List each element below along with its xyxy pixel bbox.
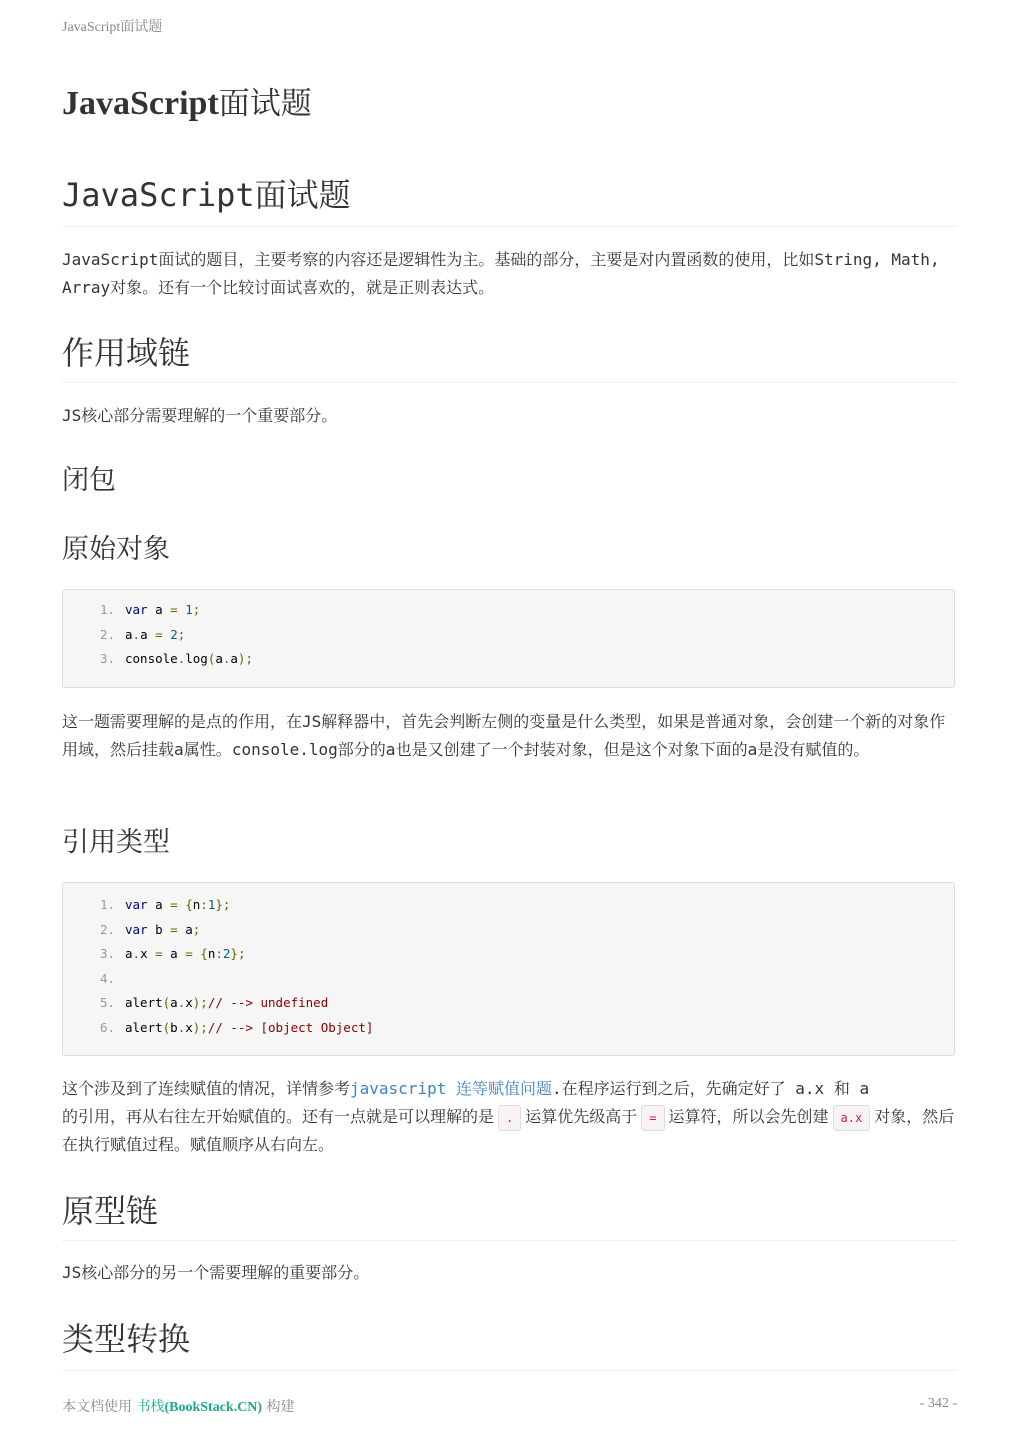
scope-chain-paragraph (62, 402, 957, 430)
code-token: a (125, 626, 133, 642)
code-token: a (162, 946, 186, 962)
code-token: console (125, 651, 178, 667)
code-line (63, 893, 954, 918)
code-token: var (125, 602, 148, 617)
line-number: 3. (99, 651, 115, 667)
code-token: ( (162, 995, 171, 1011)
text-span: console.log (231, 740, 338, 759)
code-token: ); (192, 995, 208, 1011)
code-token: var (125, 921, 148, 937)
line-number: 2. (99, 921, 115, 937)
text-span: 这一题需要理解的是点的作用，在 (62, 712, 303, 731)
brand-latin: (BookStack.CN) (164, 1400, 263, 1415)
running-header: JavaScript面试题 (62, 20, 163, 35)
code-line (63, 967, 954, 992)
code-token: 1 (185, 602, 193, 617)
text-span: 的引用，再从右往左开始赋值的。还有一点就是可以理解的是 (62, 1107, 495, 1126)
code-token: . (177, 995, 186, 1011)
code-token: }; (230, 946, 246, 962)
heading-cjk: 面试题 (254, 176, 351, 214)
code-token: = (155, 626, 163, 642)
code-token: b (147, 921, 171, 937)
code-token: ( (162, 1019, 171, 1035)
line-number: 6. (99, 1019, 115, 1035)
code-line (63, 991, 954, 1016)
document-title-cjk: 面试题 (218, 86, 312, 122)
text-span: JS (62, 1263, 82, 1282)
code-token: = (170, 602, 178, 617)
primitive-paragraph (62, 708, 957, 764)
line-number: 1. (99, 897, 115, 912)
code-token: ; (192, 602, 201, 617)
inline-code-dot: . (498, 1105, 521, 1131)
text-span: 部分的a也是又创建了一个封装对象，但是这个对象下面的a是没有赋值的。 (337, 740, 870, 759)
inline-code-ax: a.x (833, 1105, 871, 1131)
code-token: . (132, 946, 141, 962)
code-token: = (170, 897, 178, 912)
code-token: a (140, 626, 156, 642)
code-token: a (147, 602, 171, 617)
code-token: x (185, 1019, 193, 1035)
code-line (63, 918, 954, 943)
code-block-primitive (62, 589, 955, 688)
line-number: 1. (99, 602, 115, 617)
code-token: a (125, 946, 133, 962)
section-heading-primitive: 原始对象 (62, 534, 170, 565)
footer-prefix: 本文档使用 (62, 1399, 137, 1415)
section-heading-type-conversion: 类型转换 (62, 1320, 191, 1358)
code-token: = (185, 946, 193, 962)
code-line (63, 1016, 954, 1041)
line-number: 3. (99, 946, 115, 962)
code-token: : (215, 946, 223, 962)
code-token: 2 (170, 626, 178, 642)
section-heading-prototype: 原型链 (62, 1186, 957, 1241)
page-number: - 342 - (919, 1396, 957, 1411)
code-token: ( (207, 651, 216, 667)
text-span: 对象。还有一个比较讨面试喜欢的，就是正则表达式。 (110, 278, 495, 297)
text-span: 解释器中，首先会判断左侧的变量是什么类型，如果是普通对象，会创建一个新的对象作用域，然后挂载a属性。 (62, 712, 946, 759)
code-token: { (185, 897, 193, 912)
code-token: : (200, 897, 208, 912)
line-number: 4. (99, 970, 115, 986)
code-token: 2 (222, 946, 231, 962)
link-text-latin: javascript (350, 1079, 456, 1098)
code-token: a (230, 651, 238, 667)
text-span: 核心部分的另一个需要理解的重要部分。 (81, 1263, 370, 1282)
code-token: . (177, 651, 186, 667)
heading-latin: JavaScript (62, 176, 255, 214)
footer-suffix: 构建 (262, 1399, 295, 1415)
section-heading-scope-chain: 作用域链 (62, 328, 957, 383)
intro-paragraph (62, 246, 957, 302)
reference-paragraph (62, 1075, 957, 1159)
code-token: alert (125, 995, 163, 1011)
code-token: ; (192, 921, 201, 937)
text-span: 在程序运行到之后，先确定好了 (561, 1079, 786, 1098)
code-line (63, 598, 954, 623)
code-token: a (177, 921, 193, 937)
code-token: var (125, 897, 148, 912)
line-number: 2. (99, 626, 115, 642)
section-heading-intro (62, 170, 957, 227)
code-token: a (170, 995, 178, 1011)
code-token: . (132, 626, 141, 642)
prototype-paragraph (62, 1259, 957, 1287)
code-token: 1 (207, 897, 216, 912)
document-title-latin: JavaScript (62, 85, 219, 122)
code-token: . (222, 651, 231, 667)
text-span: 运算符，所以会先创建 (668, 1107, 829, 1126)
code-token: ; (177, 626, 186, 642)
text-span: JS (62, 406, 82, 425)
text-span: 核心部分需要理解的一个重要部分。 (81, 406, 338, 425)
code-token: alert (125, 1019, 163, 1035)
code-token: ); (237, 651, 253, 667)
code-token: { (200, 946, 208, 962)
bookstack-link[interactable] (136, 1400, 262, 1415)
code-line (63, 942, 954, 967)
code-token: a (147, 897, 171, 912)
code-token: }; (215, 897, 231, 912)
code-token: x (140, 946, 156, 962)
document-title (62, 78, 312, 123)
code-token: = (155, 946, 163, 962)
footer-credit (62, 1396, 295, 1416)
code-line (63, 623, 954, 648)
section-heading-closure: 闭包 (62, 465, 116, 496)
code-token: x (185, 995, 193, 1011)
inline-code-equals: = (641, 1105, 664, 1131)
link-chained-assignment[interactable] (350, 1079, 552, 1098)
text-span: 运算优先级高于 (525, 1107, 638, 1126)
code-token: a (215, 651, 223, 667)
footer-divider (62, 1370, 957, 1371)
text-span: 对象，然后在执行赋值过程。赋值顺序从右向左。 (62, 1107, 955, 1154)
code-token: // --> undefined (207, 995, 329, 1011)
link-text-cjk: 连等赋值问题 (455, 1079, 552, 1098)
text-span: a (849, 1079, 870, 1098)
brand-cjk: 书栈 (136, 1399, 165, 1415)
text-span: 和 (833, 1079, 850, 1098)
code-token: . (177, 1019, 186, 1035)
code-block-reference (62, 882, 955, 1056)
code-token: // --> [object Object] (207, 1019, 374, 1035)
line-number: 5. (99, 995, 115, 1011)
code-token: log (185, 651, 208, 667)
text-span: 这个涉及到了连续赋值的情况，详情参考 (62, 1079, 351, 1098)
text-span: String, Math, Array (62, 250, 940, 297)
text-span: JS (302, 712, 322, 731)
code-token: = (170, 921, 178, 937)
code-token: b (170, 1019, 178, 1035)
code-token: n (207, 946, 216, 962)
text-span: a.x (785, 1079, 834, 1098)
code-token: ); (192, 1019, 208, 1035)
text-span: 面试的题目，主要考察的内容还是逻辑性为主。基础的部分，主要是对内置函数的使用，比如 (158, 250, 815, 269)
code-line (63, 647, 954, 672)
section-heading-reference: 引用类型 (62, 827, 170, 858)
text-span: JavaScript (62, 250, 159, 269)
code-token: n (192, 897, 201, 912)
text-span: . (552, 1079, 562, 1098)
